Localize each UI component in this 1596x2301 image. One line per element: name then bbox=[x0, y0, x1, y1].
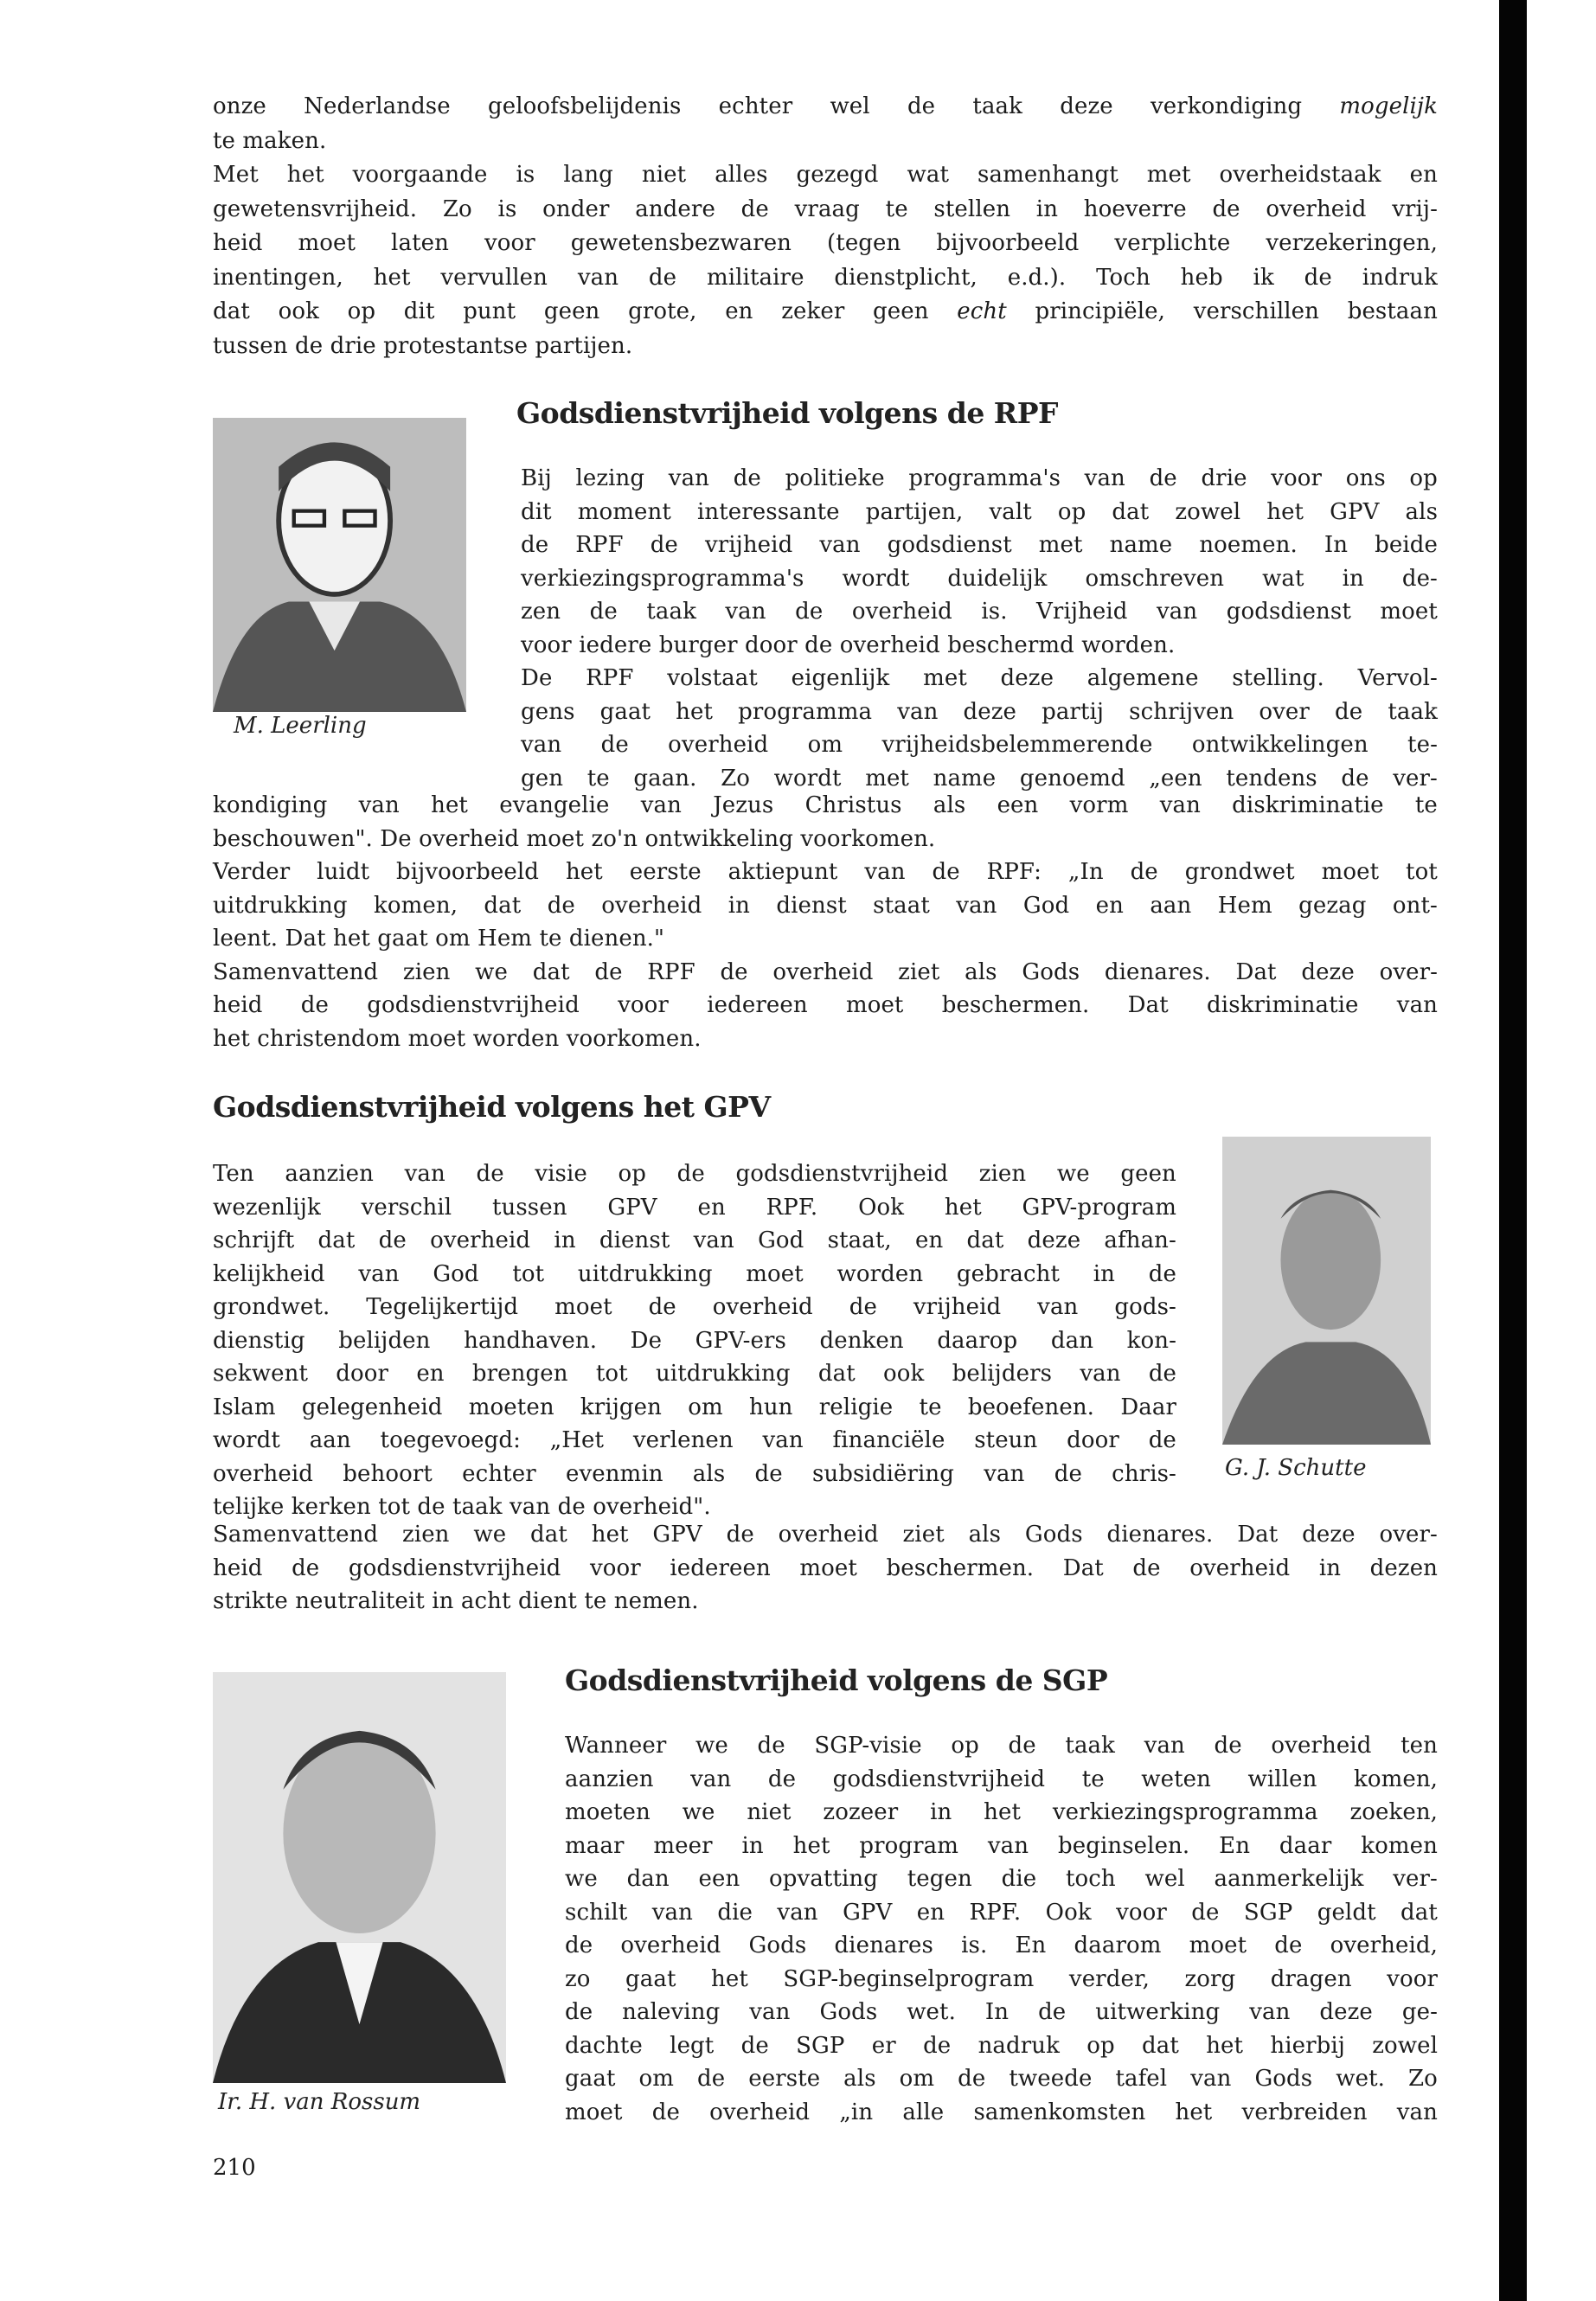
text-line: dachte legt de SGP er de nadruk op dat het hierbij zowel bbox=[565, 2032, 1439, 2059]
text-line: moet de overheid „in alle samenkomsten het verbreiden van bbox=[565, 2099, 1439, 2125]
text-line: Bij lezing van de politieke programma's van de drie voor ons op bbox=[521, 465, 1438, 491]
text-line: te maken. bbox=[213, 127, 327, 154]
text-line: dit moment interessante partijen, valt op dat zowel het GPV als bbox=[521, 498, 1439, 525]
portrait-photo-van-rossum bbox=[213, 1672, 506, 2083]
text-line: moeten we niet zozeer in het verkiezingsprogramma zoeken, bbox=[565, 1799, 1439, 1825]
text-line: heid de godsdienstvrijheid voor iedereen moet beschermen. Dat diskriminatie van bbox=[213, 992, 1439, 1018]
text-line: de naleving van Gods wet. In de uitwerking van deze ge- bbox=[565, 1999, 1438, 2025]
text-line: De RPF volstaat eigenlijk met deze algemene stelling. Vervol- bbox=[521, 665, 1438, 691]
rpf-text bbox=[521, 462, 1438, 795]
text-line: dienstig belijden handhaven. De GPV-ers denken daarop dan kon- bbox=[213, 1327, 1176, 1354]
text-line: Samenvattend zien we dat het GPV de overheid ziet als Gods dienares. Dat deze over- bbox=[213, 1522, 1438, 1548]
text-line: wordt aan toegevoegd: „Het verlenen van financiële steun door de bbox=[213, 1427, 1176, 1453]
text-line: Wanneer we de SGP-visie op de taak van de overheid ten bbox=[565, 1733, 1439, 1759]
text-line: grondwet. Tegelijkertijd moet de overheid de vrijheid van gods- bbox=[213, 1294, 1176, 1320]
page-number: 210 bbox=[213, 2155, 256, 2181]
text-line: dat ook op dit punt geen grote, en zeker geen echt principiële, verschillen bestaan bbox=[213, 298, 1438, 324]
text-line: schilt van die van GPV en RPF. Ook voor de SGP geldt dat bbox=[565, 1899, 1438, 1926]
text-line: wezenlijk verschil tussen GPV en RPF. Ook het GPV-program bbox=[213, 1194, 1177, 1221]
text-line: gewetensvrijheid. Zo is onder andere de vraag te stellen in hoeverre de overheid vrij- bbox=[213, 195, 1438, 222]
text-line: zen de taak van de overheid is. Vrijheid van godsdienst moet bbox=[521, 599, 1438, 625]
text-line: heid de godsdienstvrijheid voor iedereen moet beschermen. Dat de overheid in dezen bbox=[213, 1554, 1439, 1581]
text-line: telijke kerken tot de taak van de overheid". bbox=[213, 1494, 711, 1520]
text-line: de RPF de vrijheid van godsdienst met name noemen. In beide bbox=[521, 532, 1438, 558]
text-line: Verder luidt bijvoorbeeld het eerste aktiepunt van de RPF: „In de grondwet moet tot bbox=[213, 859, 1438, 885]
text-line: zo gaat het SGP-beginselprogram verder, zorg dragen voor bbox=[565, 1965, 1438, 1992]
text-line: gens gaat het programma van deze partij schrijven over de taak bbox=[521, 698, 1438, 725]
sgp-text bbox=[565, 1729, 1438, 2129]
text-line: Islam gelegenheid moeten krijgen om hun religie te beoefenen. Daar bbox=[213, 1394, 1176, 1420]
text-line: de overheid Gods dienares is. En daarom moet de overheid, bbox=[565, 1932, 1439, 1958]
text-line: het christendom moet worden voorkomen. bbox=[213, 1025, 702, 1052]
text-line: sekwent door en brengen tot uitdrukking dat ook belijders van de bbox=[213, 1361, 1177, 1387]
text-line: aanzien van de godsdienstvrijheid te weten willen komen, bbox=[565, 1766, 1439, 1792]
text-line: verkiezingsprogramma's wordt duidelijk omschreven wat in de- bbox=[521, 565, 1438, 592]
text-line: maar meer in het program van beginselen. En daar komen bbox=[565, 1832, 1438, 1859]
text-line: inentingen, het vervullen van de militaire dienstplicht, e.d.). Toch heb ik de indruk bbox=[213, 264, 1438, 291]
text-line: schrijft dat de overheid in dienst van God staat, en dat deze afhan- bbox=[213, 1227, 1176, 1253]
text-line: voor iedere burger door de overheid beschermd worden. bbox=[521, 631, 1176, 658]
text-line: beschouwen". De overheid moet zo'n ontwikkeling voorkomen. bbox=[213, 825, 936, 852]
heading-rpf: Godsdienstvrijheid volgens de RPF bbox=[516, 396, 1058, 430]
portrait-photo-leerling bbox=[213, 418, 466, 712]
text-line: heid moet laten voor gewetensbezwaren (tegen bijvoorbeeld verplichte verzekeringen, bbox=[213, 230, 1439, 256]
text-line: Samenvattend zien we dat de RPF de overheid ziet als Gods dienares. Dat deze over- bbox=[213, 958, 1439, 985]
photo-caption: M. Leerling bbox=[234, 713, 367, 739]
text-line: gaat om de eerste als om de tweede tafel van Gods wet. Zo bbox=[565, 2066, 1438, 2092]
text-line: kelijkheid van God tot uitdrukking moet worden gebracht in de bbox=[213, 1260, 1176, 1287]
text-line: van de overheid om vrijheidsbelemmerende ontwikkelingen te- bbox=[521, 732, 1438, 758]
photo-caption: Ir. H. van Rossum bbox=[218, 2089, 421, 2115]
heading-gpv: Godsdienstvrijheid volgens het GPV bbox=[213, 1090, 771, 1124]
scan-edge-bar bbox=[1499, 0, 1527, 2301]
heading-sgp: Godsdienstvrijheid volgens de SGP bbox=[565, 1663, 1108, 1697]
text-line: uitdrukking komen, dat de overheid in dienst staat van God en aan Hem gezag ont- bbox=[213, 892, 1438, 919]
text-line: strikte neutraliteit in acht dient te nemen. bbox=[213, 1588, 699, 1614]
photo-caption: G. J. Schutte bbox=[1225, 1455, 1367, 1481]
text-line: we dan een opvatting tegen die toch wel aanmerkelijk ver- bbox=[565, 1866, 1438, 1892]
text-line: Ten aanzien van de visie op de godsdienstvrijheid zien we geen bbox=[213, 1161, 1176, 1187]
rpf-text-continued bbox=[213, 789, 1438, 1055]
text-line: leent. Dat het gaat om Hem te dienen." bbox=[213, 926, 665, 952]
text-line: gen te gaan. Zo wordt met name genoemd „een tendens de ver- bbox=[521, 765, 1438, 792]
text-line: overheid behoort echter evenmin als de subsidiëring van de chris- bbox=[213, 1460, 1176, 1487]
text-line: tussen de drie protestantse partijen. bbox=[213, 332, 633, 359]
gpv-text-continued bbox=[213, 1518, 1438, 1618]
gpv-text bbox=[213, 1157, 1176, 1524]
text-line: onze Nederlandse geloofsbelijdenis echter wel de taak deze verkondiging mogelijk bbox=[213, 93, 1438, 119]
text-line: kondiging van het evangelie van Jezus Christus als een vorm van diskriminatie te bbox=[213, 792, 1438, 818]
text-line: Met het voorgaande is lang niet alles gezegd wat samenhangt met overheidstaak en bbox=[213, 162, 1438, 188]
portrait-photo-schutte bbox=[1222, 1137, 1431, 1445]
intro-text bbox=[213, 90, 1438, 363]
